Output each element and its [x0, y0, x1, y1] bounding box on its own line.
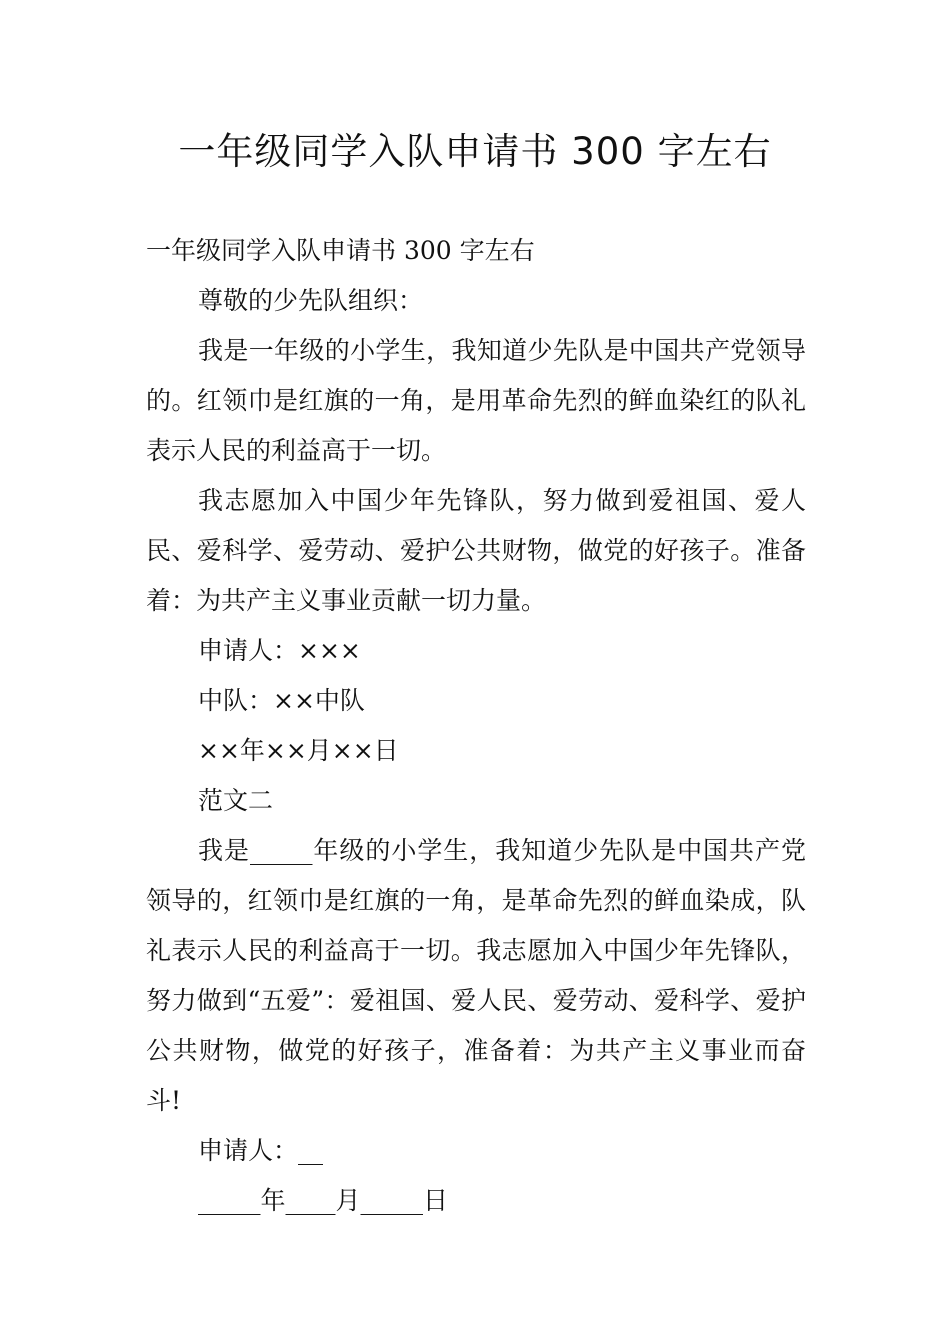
salutation: 尊敬的少先队组织：	[198, 286, 424, 315]
body-paragraph: 我志愿加入中国少年先锋队，努力做到爱祖国、爱人民、爱科学、爱劳动、爱护公共财物，做党的好孩子。准备着：为共产主义事业贡献一切力量。	[146, 486, 806, 615]
date-line: _____年____月_____日	[198, 1186, 449, 1215]
date-line: ××年××月××日	[198, 736, 399, 765]
body-paragraph: 我是一年级的小学生，我知道少先队是中国共产党领导的。红领巾是红旗的一角，是用革命先烈的鲜血染红的队礼表示人民的利益高于一切。	[146, 336, 806, 465]
document-body	[146, 226, 806, 1226]
section-heading: 范文二	[198, 786, 274, 815]
squadron-line: 中队：××中队	[198, 686, 365, 715]
subtitle-line: 一年级同学入队申请书 300 字左右	[146, 236, 535, 265]
body-paragraph: 我是_____年级的小学生，我知道少先队是中国共产党领导的，红领巾是红旗的一角，是革命先烈的鲜血染成，队礼表示人民的利益高于一切。我志愿加入中国少年先锋队，努力做到“五爱”：爱祖国、爱人民、爱劳动、爱科学、爱护公共财物，做党的好孩子，准备着：为共产主义事业而奋斗!	[146, 836, 806, 1115]
applicant-line: 申请人：×××	[198, 636, 361, 665]
applicant-line: 申请人：__	[198, 1136, 324, 1165]
document-title: 一年级同学入队申请书 300 字左右	[178, 130, 772, 173]
